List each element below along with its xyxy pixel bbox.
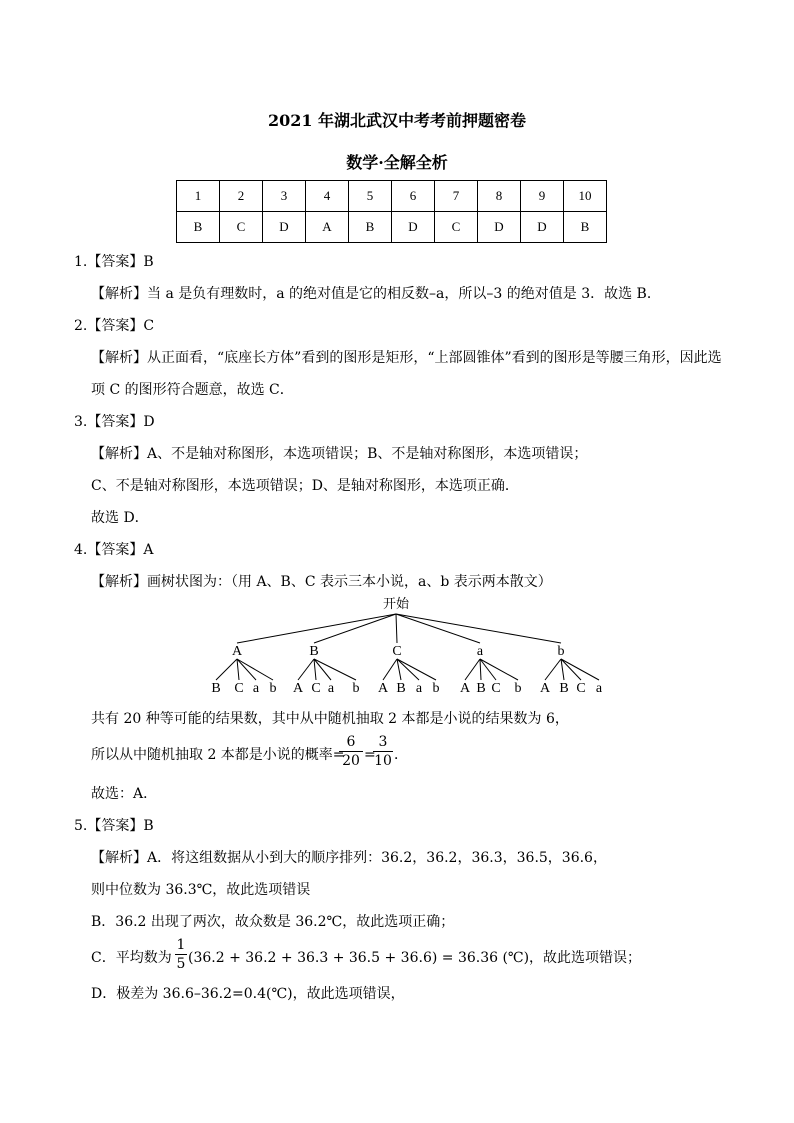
tree-leaf-label: C — [491, 681, 501, 696]
tree-branch — [397, 659, 436, 680]
table-cell: B — [177, 212, 220, 243]
tree-branch — [237, 659, 256, 680]
tree-branch — [216, 659, 237, 680]
table-cell: B — [349, 212, 392, 243]
tree-branch — [314, 659, 331, 680]
q5-analysis-line1: 【解析】A．将这组数据从小到大的顺序排列：36.2，36.2，36.3，36.5，36.6， — [91, 850, 607, 866]
tree-leaf-label: B — [476, 681, 486, 696]
equals-sign: = — [364, 747, 376, 763]
table-cell: 2 — [220, 181, 263, 212]
tree-node-label: A — [231, 644, 243, 659]
q5-analysis-line2: 则中位数为 36.3℃，故此选项错误 — [91, 882, 311, 898]
table-cell: 7 — [435, 181, 478, 212]
q5-mean-expression: (36.2 + 36.2 + 36.3 + 36.5 + 36.6) = 36.36 (℃)，故此选项错误； — [188, 950, 642, 966]
period: ． — [394, 747, 408, 763]
tree-leaf-label: b — [269, 681, 277, 696]
table-cell: 4 — [306, 181, 349, 212]
tree-branch — [237, 659, 273, 680]
q3-analysis-line2: C、不是轴对称图形，本选项错误；D、是轴对称图形，本选项正确． — [91, 478, 519, 494]
tree-leaf-label: C — [576, 681, 586, 696]
table-cell: 9 — [521, 181, 564, 212]
tree-branch — [314, 614, 396, 643]
tree-branch — [480, 659, 481, 680]
table-cell: A — [306, 212, 349, 243]
tree-branch — [396, 614, 561, 643]
q5-answer: 5.【答案】B — [74, 818, 154, 834]
tree-leaf-label: B — [396, 681, 406, 696]
table-cell: 1 — [177, 181, 220, 212]
fraction-numerator: 3 — [378, 734, 388, 750]
fraction-6-20 — [339, 734, 363, 769]
table-cell: D — [478, 212, 521, 243]
q4-analysis-line1: 【解析】画树状图为：（用 A、B、C 表示三本小说，a、b 表示两本散文） — [91, 574, 552, 590]
q5-mean-text: C．平均数为 — [91, 950, 172, 966]
tree-branch — [298, 659, 314, 680]
q2-analysis-line1: 【解析】从正面看，“底座长方体”看到的图形是矩形，“上部圆锥体”看到的图形是等腰三角形，因此选 — [91, 350, 722, 366]
tree-branch — [480, 659, 518, 680]
table-cell: B — [564, 212, 607, 243]
fraction-denominator: 20 — [342, 753, 360, 769]
table-cell: D — [392, 212, 435, 243]
tree-leaf-label: A — [539, 681, 551, 696]
table-cell: 5 — [349, 181, 392, 212]
tree-branch — [465, 659, 480, 680]
tree-node-label: a — [476, 644, 484, 659]
tree-leaf-label: B — [211, 681, 221, 696]
q3-answer: 3.【答案】D — [74, 414, 155, 430]
tree-leaf-label: C — [234, 681, 244, 696]
tree-leaf-label: A — [292, 681, 304, 696]
tree-leaf-label: B — [559, 681, 569, 696]
fraction-bar — [175, 954, 187, 955]
tree-branch — [396, 614, 480, 643]
q4-answer: 4.【答案】A — [74, 542, 154, 558]
q1-answer: 1.【答案】B — [74, 254, 154, 270]
tree-branch — [480, 659, 496, 680]
q4-conclusion: 故选：A． — [91, 786, 158, 802]
tree-leaf-label: b — [514, 681, 522, 696]
tree-branch — [383, 659, 397, 680]
q5-analysis-line3: B．36.2 出现了两次，故众数是 36.2℃，故此选项正确； — [91, 914, 455, 930]
fraction-denominator: 10 — [374, 753, 392, 769]
tree-leaf-label: C — [311, 681, 321, 696]
q4-probability-text: 所以从中随机抽取 2 本都是小说的概率= — [91, 747, 345, 763]
tree-leaf-label: a — [415, 681, 423, 696]
tree-branch — [237, 659, 239, 680]
tree-leaf-label: A — [459, 681, 471, 696]
q5-analysis-line5: D．极差为 36.6–36.2=0.4(℃)，故此选项错误， — [91, 986, 405, 1002]
fraction-bar — [373, 751, 393, 752]
tree-node-label: B — [309, 644, 319, 659]
tree-node-label: C — [392, 644, 402, 659]
table-cell: C — [220, 212, 263, 243]
tree-branch — [545, 659, 561, 680]
table-cell: 10 — [564, 181, 607, 212]
tree-leaf-label: a — [595, 681, 603, 696]
tree-leaf-label: b — [432, 681, 440, 696]
page-title: 2021 年湖北武汉中考考前押题密卷 — [267, 111, 527, 130]
q4-result-line: 共有 20 种等可能的结果数，其中从中随机抽取 2 本都是小说的结果数为 6， — [91, 711, 569, 727]
table-cell: 8 — [478, 181, 521, 212]
tree-leaf-label: a — [252, 681, 260, 696]
table-cell: D — [263, 212, 306, 243]
tree-branch — [561, 659, 599, 680]
page-subtitle: 数学·全解全析 — [346, 153, 448, 172]
fraction-1-5 — [175, 937, 187, 972]
table-cell: D — [521, 212, 564, 243]
tree-leaf-label: a — [327, 681, 335, 696]
q1-analysis: 【解析】当 a 是负有理数时，a 的绝对值是它的相反数–a，所以–3 的绝对值是 3．故选 B． — [91, 286, 661, 302]
tree-leaf-label: A — [377, 681, 389, 696]
tree-leaf-label: b — [352, 681, 360, 696]
tree-node-label: b — [557, 644, 565, 659]
table-cell: C — [435, 212, 478, 243]
fraction-bar — [339, 751, 363, 752]
table-cell: 6 — [392, 181, 435, 212]
fraction-denominator: 5 — [176, 956, 186, 972]
fraction-3-10 — [373, 734, 393, 769]
q3-analysis-line3: 故选 D． — [91, 510, 149, 526]
q3-analysis-line1: 【解析】A、不是轴对称图形，本选项错误；B、不是轴对称图形，本选项错误； — [91, 446, 588, 462]
fraction-numerator: 1 — [176, 937, 186, 953]
tree-branch — [314, 659, 316, 680]
tree-root-label: 开始 — [382, 597, 410, 612]
tree-branch — [314, 659, 356, 680]
tree-branch — [237, 614, 396, 643]
fraction-numerator: 6 — [346, 734, 356, 750]
tree-branch — [396, 614, 397, 643]
table-cell: 3 — [263, 181, 306, 212]
q2-analysis-line2: 项 C 的图形符合题意，故选 C． — [91, 382, 294, 398]
q2-answer: 2.【答案】C — [74, 318, 155, 334]
